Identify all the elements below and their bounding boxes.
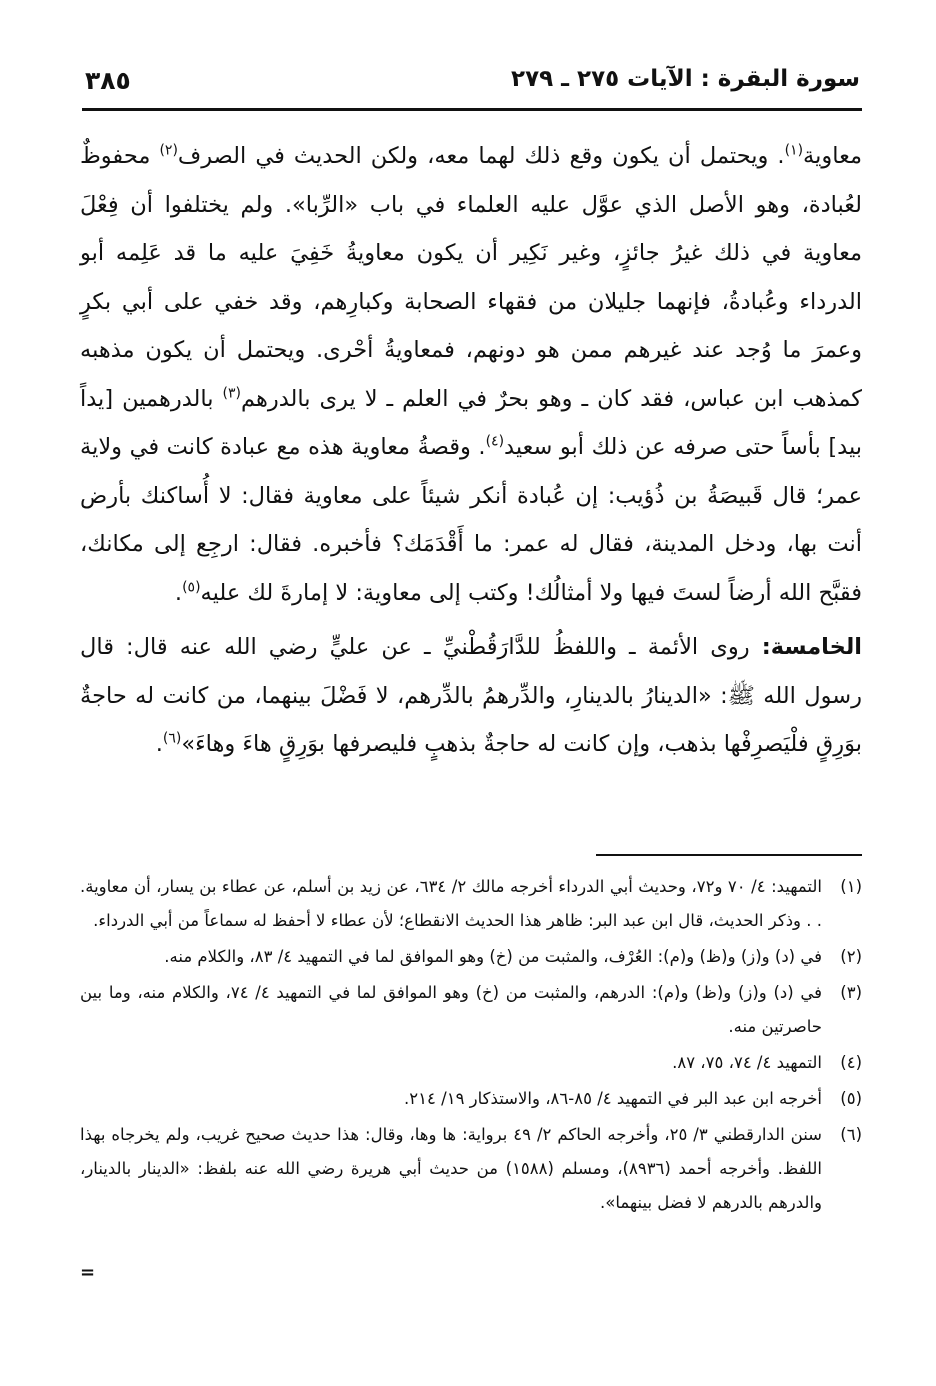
footnote-text: سنن الدارقطني ٣/ ٢٥، وأخرجه الحاكم ٢/ ٤٩ برواية: ها وها، وقال: هذا حديث صحيح غريب، ولم يخرجاه بهذا اللفظ. وأخرجه أحمد (٨٩٣٦)، ومسلم (١٥٨٨) من حديث أبي هريرة رضي الله عنه بلفظ: «الدينار بالدينار، والدرهم بالدرهم لا فضل بينهما». — [80, 1125, 822, 1212]
text-run: . وقصةُ معاوية هذه مع عبادة كانت في ولاية عمر؛ قال قَبيصَةُ بن ذُؤيب: إن عُبادة أنكر شيئاً على معاوية فقال: لا أُساكنك بأرض أنت بها، ودخل المدينة، فقال له عمر: ما أَقْدَمَك؟ فأخبره. فقال: ارجِع إلى مكانك، فقبَّح الله أرضاً لستَ فيها ولا أمثالُك! وكتب إلى معاوية: لا إمارةَ لك عليه — [80, 434, 862, 606]
paragraph — [80, 132, 862, 617]
footnote-ref: (١) — [784, 142, 804, 159]
footnote-text: التمهيد: ٤/ ٧٠ و٧٢، وحديث أبي الدرداء أخرجه مالك ٢/ ٦٣٤، عن زيد بن أسلم، عن عطاء بن يسار، أن معاوية. . . وذكر الحديث، قال ابن عبد البر: ظاهر هذا الحديث الانقطاع؛ لأن عطاء لا أحفظ له سماعاً من أبي الدرداء. — [80, 877, 823, 930]
footnote-number: (٢) — [840, 947, 862, 966]
footnote-text: أخرجه ابن عبد البر في التمهيد ٤/ ٨٥-٨٦، والاستذكار ١٩/ ٢١٤. — [404, 1089, 822, 1108]
footnotes — [80, 870, 862, 1220]
footnote-ref: (٤) — [485, 433, 505, 450]
paragraph-lead: الخامسة: — [761, 634, 862, 660]
footnote-ref: (٦) — [162, 730, 182, 747]
footnote-ref: (٢) — [159, 142, 178, 159]
page-number: ٣٨٥ — [85, 66, 131, 95]
text-run: . — [174, 579, 183, 606]
text-run: . — [155, 731, 163, 757]
footnote — [80, 1046, 862, 1080]
text-run: روى الأئمة ـ واللفظُ للدَّارَقُطْنيِّ ـ عن عليٍّ رضي الله عنه قال: قال رسول الله ﷺ: «الدينارُ بالدينارِ، والدِّرهمُ بالدِّرهم، لا فَضْلَ بينهما، من كانت له حاجةٌ بوَرِقٍ فلْيَصرِفْها بذهب، وإن كانت له حاجةٌ بذهبٍ فليصرفها بوَرِقٍ هاءَ وهاءَ» — [80, 634, 862, 757]
text-run: محفوظٌ لعُبادة، وهو الأصل الذي عوَّل عليه العلماء في باب «الرِّبا». ولم يختلفوا أن فِعْلَ معاوية في ذلك غيرُ جائزٍ، وغير نَكِير أن يكون معاويةُ خَفِيَ عليه ما قد عَلِمه أبو الدرداء وعُبادةُ، فإنهما جليلان من فقهاء الصحابة وكبارِهم، وقد خفي على أبي بكرٍ وعمرَ ما وُجد عند غيرهم ممن هو دونهم، فمعاويةُ أحْرى. ويحتمل أن يكون مذهبه كمذهب ابن عباس، فقد كان ـ وهو بحرٌ في العلم ـ لا يرى بالدرهم — [80, 143, 862, 412]
paragraph — [80, 623, 862, 769]
footnote-number: (١) — [840, 877, 862, 896]
footnote-text: في (د) و(ز) و(ظ) و(م): الدرهم، والمثبت من (خ) وهو الموافق لما في التمهيد ٤/ ٧٤، والكلام منه، وما بين حاصرتين منه. — [80, 983, 823, 1036]
footnote-ref: (٣) — [222, 385, 241, 401]
footnote — [80, 940, 862, 974]
footnote-number: (٤) — [840, 1053, 862, 1072]
continuation-mark: = — [80, 1262, 96, 1283]
main-text — [80, 132, 862, 769]
page-header — [85, 62, 860, 104]
text-run: بالدرهمين [يداً بيد] بأساً حتى صرفه عن ذلك أبو سعيد — [80, 385, 863, 460]
footnote-number: (٥) — [840, 1089, 862, 1108]
footnote-number: (٦) — [840, 1125, 862, 1144]
text-run: . ويحتمل أن يكون وقع ذلك لهما معه، ولكن الحديث في الصرف — [177, 143, 785, 169]
text-run: معاوية — [803, 143, 862, 169]
footnote — [80, 870, 862, 938]
footnote — [80, 1118, 862, 1220]
footnote — [80, 1082, 862, 1116]
footnote-text: التمهيد ٤/ ٧٤، ٧٥، ٨٧. — [672, 1053, 822, 1072]
footnote-ref: (٥) — [182, 579, 201, 595]
footnote-number: (٣) — [840, 983, 862, 1002]
footnote-text: في (د) و(ز) و(ظ) و(م): العُرْف، والمثبت من (خ) وهو الموافق لما في التمهيد ٤/ ٨٣، والكلام منه. — [164, 947, 822, 966]
footnote-rule — [596, 854, 862, 856]
footnote — [80, 976, 862, 1044]
running-head: سورة البقرة : الآيات ٢٧٥ ـ ٢٧٩ — [511, 66, 860, 92]
header-rule — [82, 108, 862, 111]
